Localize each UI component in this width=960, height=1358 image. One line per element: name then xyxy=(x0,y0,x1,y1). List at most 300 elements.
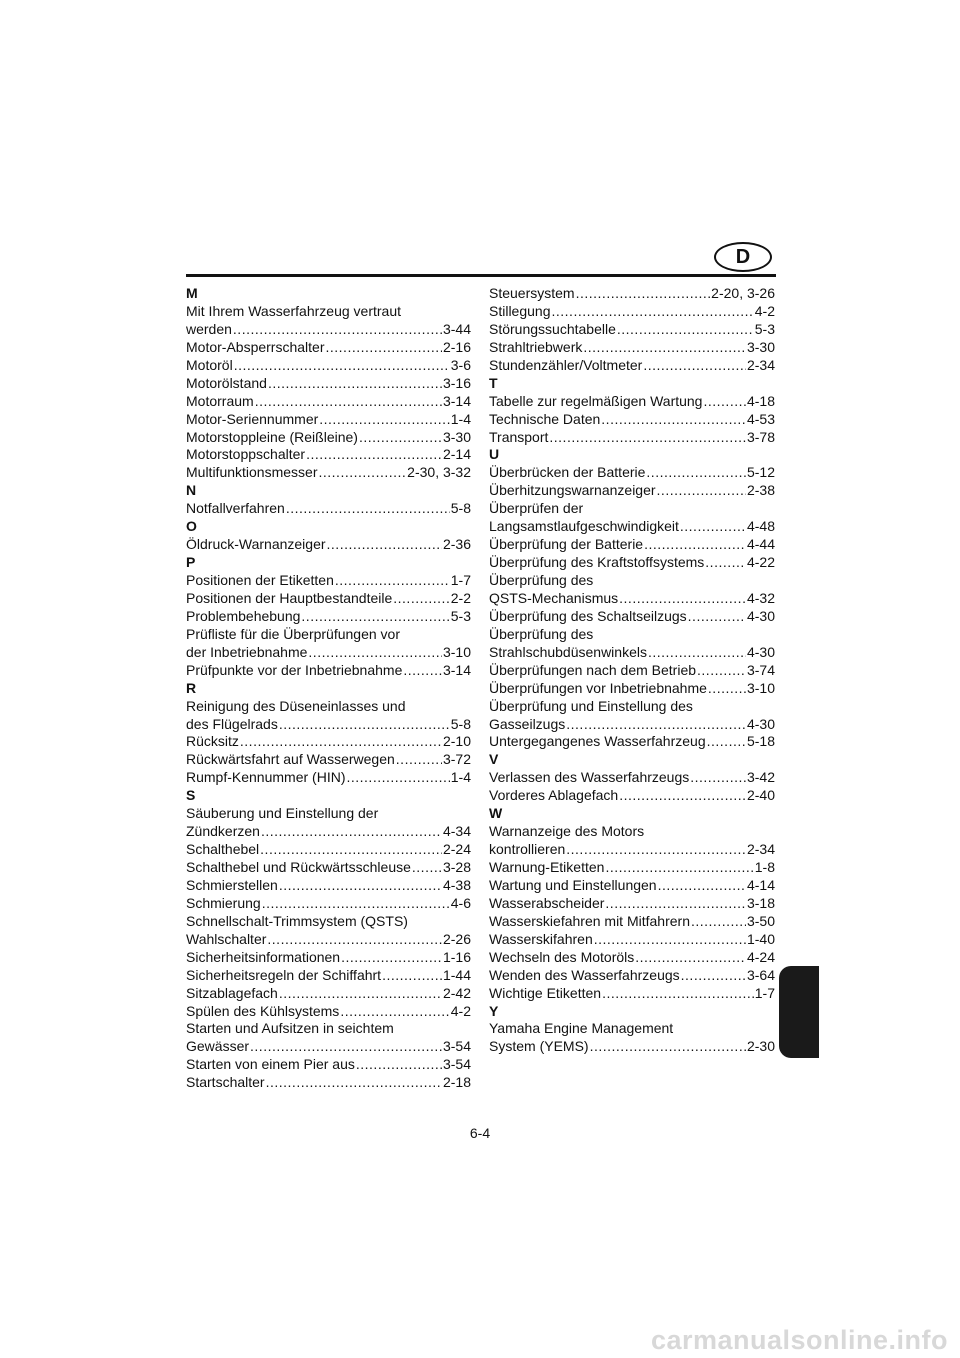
index-entry xyxy=(186,769,471,787)
index-page-ref: 5-8 xyxy=(450,715,471,732)
dot-leader xyxy=(658,877,746,895)
dot-leader xyxy=(648,644,746,662)
index-entry-label: Störungssuchtabelle xyxy=(489,320,616,337)
index-entry-label: Wahlschalter xyxy=(186,930,267,947)
index-entry xyxy=(489,1038,775,1056)
index-entry-label: Gasseilzugs xyxy=(489,715,566,732)
index-entry xyxy=(489,321,775,339)
dot-leader xyxy=(326,339,442,357)
index-entry-label: Motorraum xyxy=(186,392,254,409)
index-entry-label: Warnung-Etiketten xyxy=(489,859,605,875)
dot-leader xyxy=(340,1003,449,1021)
index-entry xyxy=(489,949,775,967)
index-page-ref: 1-44 xyxy=(442,966,471,983)
index-entry-label: V xyxy=(489,751,499,768)
index-page-ref: 3-6 xyxy=(450,356,471,373)
index-entry-label: Überbrücken der Batterie xyxy=(489,464,646,481)
chapter-tab xyxy=(779,966,819,1058)
index-entry-label: Überprüfungen vor Inbetriebnahme xyxy=(489,679,707,696)
dot-leader xyxy=(319,411,450,429)
index-entry-continuation xyxy=(489,626,775,644)
dot-leader xyxy=(646,464,746,482)
index-entry xyxy=(489,536,775,554)
index-entry-label: Schalthebel und Rückwärtsschleuse xyxy=(186,859,411,875)
index-entry-label: Prüfpunkte vor der Inbetriebnahme xyxy=(186,661,403,678)
index-letter-heading xyxy=(489,805,775,823)
index-page-ref: 4-34 xyxy=(442,823,471,840)
index-letter-heading xyxy=(489,1003,775,1021)
dot-leader xyxy=(279,985,442,1003)
index-entry-label: R xyxy=(186,679,197,696)
index-entry-label: Überprüfung des Kraftstoffsystems xyxy=(489,554,705,571)
index-entry-label: W xyxy=(489,805,503,822)
dot-leader xyxy=(583,339,746,357)
index-page-ref: 2-24 xyxy=(442,841,471,858)
index-page-ref: 5-12 xyxy=(746,464,775,481)
index-entry-label: Schmierung xyxy=(186,894,261,911)
index-entry-label: Motoröl xyxy=(186,356,233,373)
index-page-ref: 1-4 xyxy=(450,769,471,786)
index-column-right xyxy=(489,285,775,1056)
index-entry-label: Motor-Seriennummer xyxy=(186,410,319,427)
index-entry xyxy=(186,751,471,769)
dot-leader xyxy=(594,931,746,949)
index-entry xyxy=(186,1038,471,1056)
index-entry-label: Motorölstand xyxy=(186,374,267,391)
index-page-ref: 4-2 xyxy=(754,302,775,319)
index-page-ref: 4-30 xyxy=(746,607,775,624)
index-letter-heading xyxy=(186,482,471,500)
index-entry xyxy=(186,608,471,626)
index-entry xyxy=(489,482,775,500)
index-entry-continuation xyxy=(489,500,775,518)
index-entry xyxy=(186,1056,471,1074)
index-entry-label: Technische Daten xyxy=(489,410,601,427)
index-page-ref: 4-38 xyxy=(442,876,471,893)
index-entry xyxy=(489,787,775,805)
index-entry-label: T xyxy=(489,374,498,391)
index-page-ref: 4-44 xyxy=(746,536,775,553)
index-entry xyxy=(186,357,471,375)
index-page-ref: 4-14 xyxy=(746,876,775,893)
index-page-ref: 1-4 xyxy=(450,410,471,427)
index-entry-label: U xyxy=(489,446,500,463)
index-entry-label: Steuersystem xyxy=(489,285,575,301)
dot-leader xyxy=(566,716,746,734)
index-page-ref: 3-44 xyxy=(442,320,471,337)
index-entry xyxy=(186,411,471,429)
index-entry xyxy=(186,823,471,841)
index-page-ref: 2-14 xyxy=(442,446,471,463)
index-page-ref: 4-2 xyxy=(450,1002,471,1019)
index-entry-label: Mit Ihrem Wasserfahrzeug vertraut xyxy=(186,302,401,319)
index-entry-label: Überprüfung des xyxy=(489,625,594,642)
index-entry-label: Säuberung und Einstellung der xyxy=(186,805,379,822)
index-entry-label: Schalthebel xyxy=(186,841,260,858)
dot-leader xyxy=(346,769,449,787)
index-entry-label: S xyxy=(186,787,196,804)
dot-leader xyxy=(327,536,442,554)
index-entry xyxy=(186,985,471,1003)
dot-leader xyxy=(308,644,442,662)
dot-leader xyxy=(697,662,746,680)
index-page-ref: 4-24 xyxy=(746,948,775,965)
index-entry-label: Positionen der Hauptbestandteile xyxy=(186,589,393,606)
index-entry-label: Rumpf-Kennummer (HIN) xyxy=(186,769,346,786)
index-page-ref: 4-30 xyxy=(746,715,775,732)
index-letter-heading xyxy=(489,375,775,393)
index-entry xyxy=(489,662,775,680)
index-entry xyxy=(489,518,775,536)
index-page-ref: 3-72 xyxy=(442,751,471,768)
index-entry-label: Schmierstellen xyxy=(186,876,278,893)
index-entry xyxy=(489,895,775,913)
index-entry-continuation xyxy=(489,572,775,590)
index-entry-label: Sicherheitsregeln der Schiffahrt xyxy=(186,966,382,983)
index-entry-label: Warnanzeige des Motors xyxy=(489,823,645,840)
index-entry xyxy=(489,967,775,985)
dot-leader xyxy=(260,841,442,859)
dot-leader xyxy=(359,429,442,447)
index-entry-label: Startschalter xyxy=(186,1074,265,1091)
index-entry xyxy=(186,500,471,518)
index-entry-continuation xyxy=(186,303,471,321)
dot-leader xyxy=(255,393,442,411)
index-entry-continuation xyxy=(489,698,775,716)
index-page-ref: 3-30 xyxy=(442,428,471,445)
index-entry-label: Motorstoppschalter xyxy=(186,446,306,463)
index-entry-label: Sitzablagefach xyxy=(186,984,278,1001)
index-entry-label: Wenden des Wasserfahrzeugs xyxy=(489,966,680,983)
index-entry-label: Tabelle zur regelmäßigen Wartung xyxy=(489,392,703,409)
index-page-ref: 2-20, 3-26 xyxy=(711,285,775,301)
index-page-ref: 2-42 xyxy=(442,984,471,1001)
index-entry xyxy=(489,554,775,572)
index-entry-label: Wasserabscheider xyxy=(489,894,605,911)
index-entry-label: Rückwärtsfahrt auf Wasserwegen xyxy=(186,751,395,768)
dot-leader xyxy=(279,716,450,734)
index-entry-label: werden xyxy=(186,320,232,337)
index-page-ref: 2-16 xyxy=(442,338,471,355)
index-entry xyxy=(186,393,471,411)
dot-leader xyxy=(286,500,450,518)
index-page-ref: 3-14 xyxy=(442,392,471,409)
dot-leader xyxy=(549,429,746,447)
index-entry xyxy=(186,321,471,339)
dot-leader xyxy=(319,464,407,482)
index-entry xyxy=(489,393,775,411)
index-entry xyxy=(489,411,775,429)
dot-leader xyxy=(234,357,450,375)
index-entry xyxy=(186,967,471,985)
index-entry-label: Starten von einem Pier aus xyxy=(186,1056,355,1073)
dot-leader xyxy=(566,841,746,859)
index-entry-label: Überprüfung des Schaltseilzugs xyxy=(489,607,687,624)
dot-leader xyxy=(403,662,442,680)
index-page-ref: 1-8 xyxy=(754,859,775,875)
index-entry-label: Wasserskiefahren mit Mitfahrern xyxy=(489,912,690,929)
index-entry-continuation xyxy=(186,626,471,644)
index-entry-label: Überhitzungswarnanzeiger xyxy=(489,482,656,499)
index-page-ref: 2-38 xyxy=(746,482,775,499)
index-entry-label: Langsamstlaufgeschwindigkeit xyxy=(489,518,679,535)
index-entry-label: Überprüfen der xyxy=(489,500,584,517)
dot-leader xyxy=(617,321,754,339)
index-entry-label: Y xyxy=(489,1002,499,1019)
index-entry-label: Wartung und Einstellungen xyxy=(489,876,657,893)
index-page-ref: 3-78 xyxy=(746,428,775,445)
index-entry xyxy=(186,895,471,913)
index-page-ref: 2-34 xyxy=(746,841,775,858)
index-entry xyxy=(489,985,775,1003)
index-entry-label: Wichtige Etiketten xyxy=(489,984,602,1001)
index-entry xyxy=(489,859,775,877)
index-entry xyxy=(186,877,471,895)
index-entry-label: Strahlschubdüsenwinkels xyxy=(489,643,647,660)
index-entry xyxy=(489,733,775,751)
index-entry-label: Positionen der Etiketten xyxy=(186,572,334,588)
index-entry xyxy=(186,662,471,680)
dot-leader xyxy=(268,375,442,393)
index-entry-label: Überprüfung des xyxy=(489,572,594,588)
index-page-ref: 2-2 xyxy=(450,589,471,606)
index-letter-heading xyxy=(489,751,775,769)
dot-leader xyxy=(680,518,746,536)
index-entry-label: Notfallverfahren xyxy=(186,500,285,517)
watermark: carmanualsonline.info xyxy=(650,1325,948,1355)
index-page-ref: 4-32 xyxy=(746,589,775,606)
index-entry xyxy=(186,375,471,393)
index-page-ref: 4-48 xyxy=(746,518,775,535)
index-entry xyxy=(489,931,775,949)
dot-leader xyxy=(552,303,754,321)
index-page-ref: 2-10 xyxy=(442,733,471,750)
index-entry xyxy=(186,733,471,751)
index-entry xyxy=(489,680,775,698)
index-page-ref: 4-18 xyxy=(746,392,775,409)
dot-leader xyxy=(605,859,753,877)
index-entry-label: Verlassen des Wasserfahrzeugs xyxy=(489,769,690,786)
index-entry xyxy=(186,1003,471,1021)
index-page-ref: 4-53 xyxy=(746,410,775,427)
index-entry-label: der Inbetriebnahme xyxy=(186,643,308,660)
index-entry-label: System (YEMS) xyxy=(489,1038,589,1055)
index-entry xyxy=(186,536,471,554)
index-page-ref: 2-26 xyxy=(442,930,471,947)
dot-leader xyxy=(688,608,746,626)
index-entry xyxy=(489,590,775,608)
index-entry xyxy=(489,769,775,787)
index-page-ref: 2-18 xyxy=(442,1074,471,1091)
index-page-ref: 4-30 xyxy=(746,643,775,660)
index-page-ref: 3-28 xyxy=(442,859,471,875)
index-entry-label: Prüfliste für die Überprüfungen vor xyxy=(186,625,400,642)
index-entry-continuation xyxy=(186,698,471,716)
index-page-ref: 3-18 xyxy=(746,894,775,911)
index-entry-label: Motor-Absperrschalter xyxy=(186,338,325,355)
dot-leader xyxy=(240,733,442,751)
dot-leader xyxy=(250,1038,442,1056)
chapter-badge: D xyxy=(714,242,772,272)
index-entry-continuation xyxy=(186,913,471,931)
index-entry xyxy=(186,446,471,464)
dot-leader xyxy=(707,733,746,751)
index-entry xyxy=(489,357,775,375)
dot-leader xyxy=(657,482,746,500)
dot-leader xyxy=(602,985,754,1003)
dot-leader xyxy=(396,751,442,769)
index-entry xyxy=(489,285,775,303)
index-entry-label: Problembehebung xyxy=(186,607,301,624)
index-page-ref: 1-7 xyxy=(754,984,775,1001)
dot-leader xyxy=(267,931,442,949)
index-entry-label: des Flügelrads xyxy=(186,715,278,732)
dot-leader xyxy=(690,769,746,787)
index-entry-label: Strahltriebwerk xyxy=(489,338,583,355)
index-entry-label: Yamaha Engine Management xyxy=(489,1020,674,1037)
index-entry xyxy=(489,303,775,321)
index-page-ref: 3-50 xyxy=(746,912,775,929)
index-entry-label: Vorderes Ablagefach xyxy=(489,787,619,804)
index-page-ref: 3-30 xyxy=(746,338,775,355)
dot-leader xyxy=(266,1074,442,1092)
index-entry-label: Überprüfung der Batterie xyxy=(489,536,644,553)
index-page-ref: 4-22 xyxy=(746,554,775,571)
index-entry xyxy=(186,339,471,357)
dot-leader xyxy=(262,895,450,913)
index-page-ref: 3-42 xyxy=(746,769,775,786)
index-entry xyxy=(186,931,471,949)
dot-leader xyxy=(703,393,745,411)
index-page-ref: 2-30, 3-32 xyxy=(407,464,471,481)
index-letter-heading xyxy=(186,787,471,805)
dot-leader xyxy=(341,949,442,967)
index-letter-heading xyxy=(186,518,471,536)
index-entry-label: Starten und Aufsitzen in seichtem xyxy=(186,1020,394,1037)
index-entry-continuation xyxy=(489,823,775,841)
index-entry xyxy=(489,644,775,662)
index-entry-label: Transport xyxy=(489,428,549,445)
index-letter-heading xyxy=(186,554,471,572)
dot-leader xyxy=(619,787,746,805)
index-entry xyxy=(186,716,471,734)
index-entry xyxy=(186,429,471,447)
index-entry xyxy=(489,429,775,447)
index-entry-label: Öldruck-Warnanzeiger xyxy=(186,536,326,553)
dot-leader xyxy=(708,680,746,698)
index-page-ref: 1-40 xyxy=(746,930,775,947)
index-entry xyxy=(489,841,775,859)
index-page-ref: 3-54 xyxy=(442,1038,471,1055)
dot-leader xyxy=(619,590,746,608)
index-entry-label: Zündkerzen xyxy=(186,823,260,840)
dot-leader xyxy=(590,1038,746,1056)
index-entry xyxy=(186,841,471,859)
index-entry-label: Multifunktionsmesser xyxy=(186,464,318,481)
index-page-ref: 3-10 xyxy=(442,643,471,660)
index-entry xyxy=(186,1074,471,1092)
dot-leader xyxy=(643,357,746,375)
index-entry-label: Wechseln des Motoröls xyxy=(489,948,635,965)
index-page-ref: 4-6 xyxy=(450,894,471,911)
index-entry-label: Überprüfung und Einstellung des xyxy=(489,697,693,714)
index-entry-label: Stillegung xyxy=(489,302,551,319)
dot-leader xyxy=(279,877,442,895)
dot-leader xyxy=(412,859,442,877)
index-entry xyxy=(489,877,775,895)
index-entry xyxy=(186,590,471,608)
page-number: 6-4 xyxy=(469,1125,491,1141)
index-page-ref: 1-7 xyxy=(450,572,471,588)
index-entry xyxy=(186,464,471,482)
index-entry-label: Motorstoppleine (Reißleine) xyxy=(186,428,358,445)
index-entry-label: N xyxy=(186,482,197,499)
dot-leader xyxy=(635,949,746,967)
index-entry xyxy=(489,716,775,734)
index-entry-continuation xyxy=(186,805,471,823)
dot-leader xyxy=(356,1056,442,1074)
dot-leader xyxy=(382,967,442,985)
index-entry xyxy=(186,859,471,877)
index-page-ref: 2-40 xyxy=(746,787,775,804)
index-page-ref: 3-54 xyxy=(442,1056,471,1073)
index-entry-label: Rücksitz xyxy=(186,733,239,750)
dot-leader xyxy=(605,895,746,913)
index-letter-heading xyxy=(186,285,471,303)
index-page-ref: 5-3 xyxy=(754,320,775,337)
index-entry-continuation xyxy=(186,1020,471,1038)
index-entry-label: P xyxy=(186,554,196,571)
index-entry-label: Spülen des Kühlsystems xyxy=(186,1002,340,1019)
index-entry-label: Schnellschalt-Trimmsystem (QSTS) xyxy=(186,912,408,929)
index-entry-label: Gewässer xyxy=(186,1038,250,1055)
index-entry xyxy=(489,339,775,357)
index-entry xyxy=(489,913,775,931)
index-column-left xyxy=(186,285,471,1092)
index-entry-label: Wasserskifahren xyxy=(489,930,593,947)
dot-leader xyxy=(301,608,449,626)
index-page-ref: 5-3 xyxy=(450,607,471,624)
dot-leader xyxy=(576,285,711,303)
dot-leader xyxy=(335,572,450,590)
dot-leader xyxy=(681,967,746,985)
dot-leader xyxy=(601,411,746,429)
index-letter-heading xyxy=(489,446,775,464)
index-entry-label: Stundenzähler/Voltmeter xyxy=(489,356,643,373)
index-entry-label: Sicherheitsinformationen xyxy=(186,948,341,965)
dot-leader xyxy=(691,913,746,931)
index-page-ref: 2-30 xyxy=(746,1038,775,1055)
dot-leader xyxy=(644,536,746,554)
index-entry xyxy=(489,608,775,626)
dot-leader xyxy=(261,823,442,841)
index-entry-label: Reinigung des Düseneinlasses und xyxy=(186,697,406,714)
index-entry-label: QSTS-Mechanismus xyxy=(489,589,619,606)
index-entry xyxy=(186,572,471,590)
index-entry-label: M xyxy=(186,285,198,301)
index-page-ref: 2-34 xyxy=(746,356,775,373)
dot-leader xyxy=(393,590,450,608)
index-entry-continuation xyxy=(489,1020,775,1038)
index-entry-label: kontrollieren xyxy=(489,841,566,858)
dot-leader xyxy=(233,321,442,339)
index-entry xyxy=(489,464,775,482)
index-letter-heading xyxy=(186,680,471,698)
index-page-ref: 3-64 xyxy=(746,966,775,983)
index-page-ref: 3-74 xyxy=(746,661,775,678)
index-page-ref: 3-14 xyxy=(442,661,471,678)
index-entry-label: O xyxy=(186,518,197,535)
